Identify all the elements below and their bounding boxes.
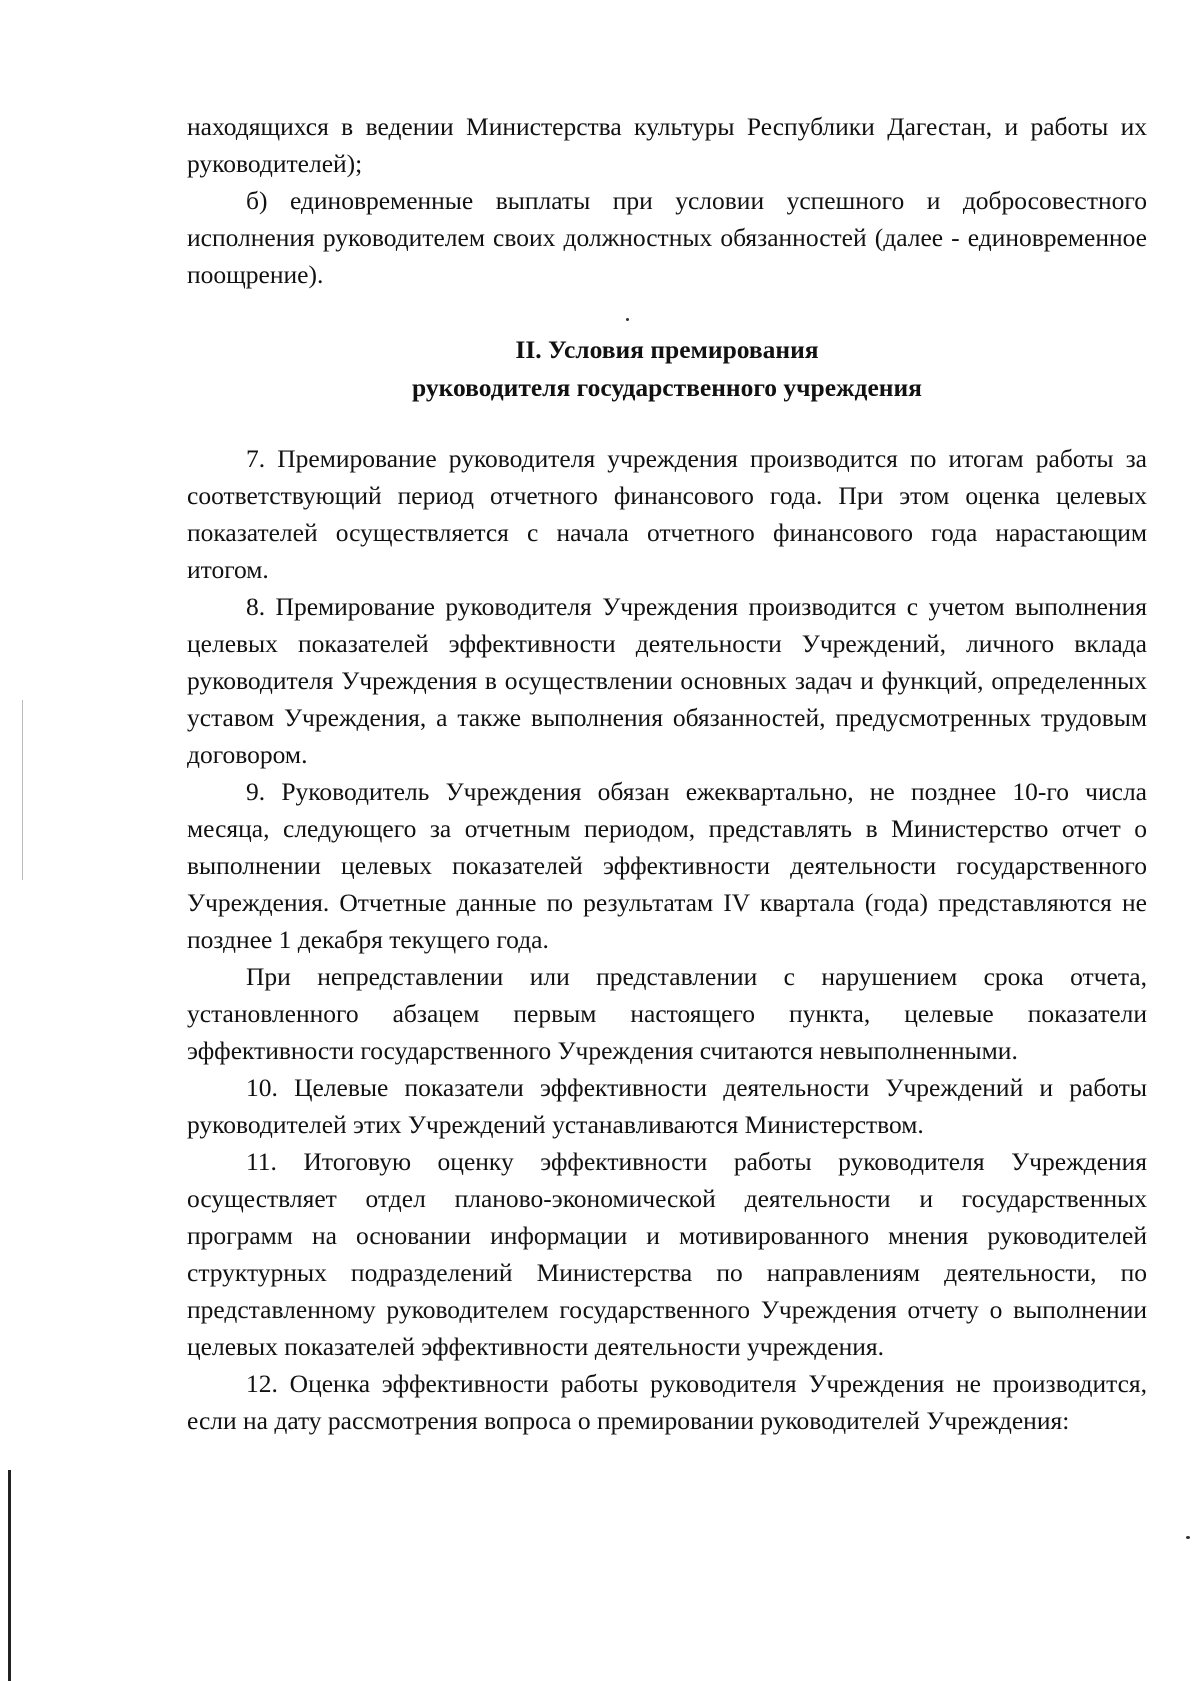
paragraph-11: 11. Итоговую оценку эффективности работы руководителя Учреждения осуществляет отдел планово-экономической деятельности и государственных программ на основании информации и мотивированного мнения руководителей структурных подразделений Министерства по направлениям деятельности, по представленному руководителем государственного Учреждения отчету о выполнении целевых показателей эффективности деятельности учреждения. (187, 1147, 1147, 1361)
paragraph-9: 9. Руководитель Учреждения обязан ежеквартально, не позднее 10-го числа месяца, следующего за отчетным периодом, представлять в Министерство отчет о выполнении целевых показателей эффективности деятельности государственного Учреждения. Отчетные данные по результатам IV квартала (года) представляются не позднее 1 декабря текущего года. (187, 777, 1147, 954)
section-heading (187, 331, 1147, 407)
paragraph-continuation: находящихся в ведении Министерства культуры Республики Дагестан, и работы их руководителей); (187, 112, 1147, 178)
paragraph-7: 7. Премирование руководителя учреждения производится по итогам работы за соответствующий период отчетного финансового года. При этом оценка целевых показателей осуществляется с начала отчетного финансового года нарастающим итогом. (187, 444, 1147, 584)
scan-edge-line-faint (22, 700, 23, 880)
section-title-line2: руководителя государственного учреждения (412, 373, 922, 402)
paragraph-9-second: При непредставлении или представлении с нарушением срока отчета, установленного абзацем первым настоящего пункта, целевые показатели эффективности государственного Учреждения считаются невыполненными. (187, 962, 1147, 1065)
scan-speck (626, 318, 629, 321)
scan-edge-line (8, 1470, 11, 1681)
paragraph-10: 10. Целевые показатели эффективности деятельности Учреждений и работы руководителей этих Учреждений устанавливаются Министерством. (187, 1073, 1147, 1139)
paragraph-12: 12. Оценка эффективности работы руководителя Учреждения не производится, если на дату рассмотрения вопроса о премировании руководителей Учреждения: (187, 1369, 1147, 1435)
body-text-block (187, 440, 1147, 1439)
top-text-block (187, 108, 1147, 293)
paragraph-b: б) единовременные выплаты при условии успешного и добросовестного исполнения руководителем своих должностных обязанностей (далее - единовременное поощрение). (187, 186, 1147, 289)
paragraph-8: 8. Премирование руководителя Учреждения производится с учетом выполнения целевых показателей эффективности деятельности Учреждений, личного вклада руководителя Учреждения в осуществлении основных задач и функций, определенных уставом Учреждения, а также выполнения обязанностей, предусмотренных трудовым договором. (187, 592, 1147, 769)
scan-speck (1186, 1536, 1190, 1539)
section-title-line1: II. Условия премирования (515, 335, 819, 364)
